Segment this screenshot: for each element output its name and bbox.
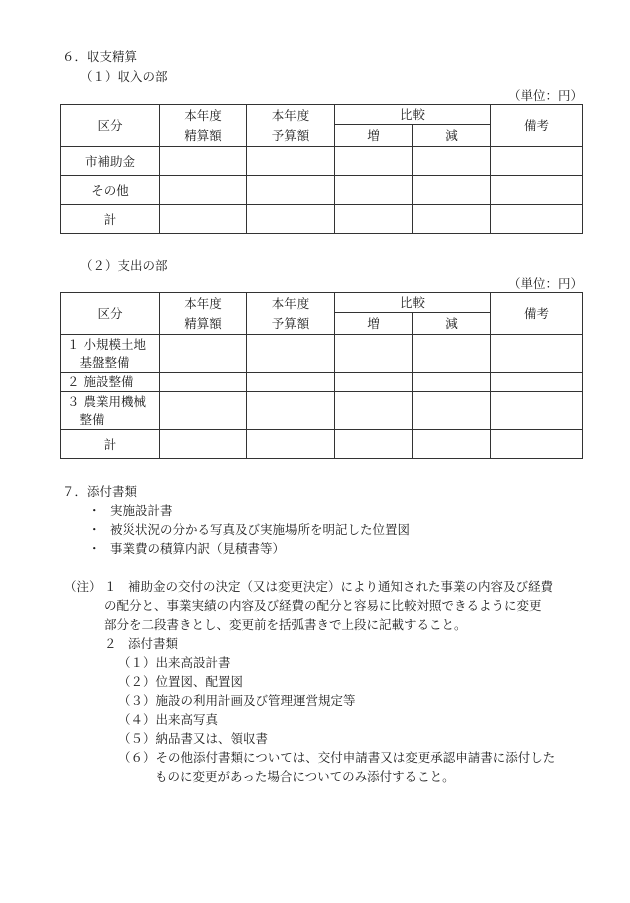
section-7-title: ７．添付書類: [62, 484, 138, 499]
table-cell: [160, 205, 247, 234]
table-row: [61, 392, 583, 430]
income-header-decrease: 減: [413, 125, 491, 147]
section-6-title: ６．収支精算: [62, 49, 138, 64]
note-2-item: （４）出来高写真: [118, 712, 219, 727]
attachment-item-text: 事業費の積算内訳（見積書等）: [110, 541, 286, 556]
expense-row-label: [61, 392, 160, 430]
table-cell: [335, 373, 413, 392]
expense-row-label: 計: [61, 430, 160, 459]
table-cell: [160, 176, 247, 205]
expense-row-label: ２ 施設整備: [61, 373, 160, 392]
note-1-line: 部分を二段書きとし、変更前を括弧書きで上段に記載すること。: [104, 617, 467, 632]
attachment-list-item: [88, 522, 410, 537]
table-cell: [247, 392, 335, 430]
table-cell: [491, 176, 583, 205]
table-cell: [247, 373, 335, 392]
note-1-line: 補助金の交付の決定（又は変更決定）により通知された事業の内容及び経費: [128, 579, 554, 594]
table-cell: [247, 147, 335, 176]
bullet-icon: ・: [88, 503, 101, 518]
expense-row-label-line1: ３ 農業用機械: [67, 393, 146, 409]
income-header-budget-line2: 予算額: [271, 127, 310, 143]
expense-header-compare: 比較: [335, 293, 491, 313]
note-2-title: 添付書類: [128, 636, 179, 651]
notes-label: （注）: [64, 579, 102, 594]
expense-unit-label: （単位：円）: [508, 276, 584, 291]
income-row-label: その他: [61, 176, 160, 205]
table-cell: [491, 335, 583, 373]
expense-header-actual-line1: 本年度: [184, 295, 222, 311]
income-header-increase: 増: [335, 125, 413, 147]
expense-row-label-line2: 整備: [67, 411, 105, 427]
income-header-budget-line1: 本年度: [271, 107, 310, 123]
expense-subtitle: （２）支出の部: [80, 258, 168, 273]
income-header-remarks: 備考: [491, 105, 583, 147]
note-2-item-continuation: ものに変更があった場合についてのみ添付すること。: [155, 769, 455, 784]
table-cell: [160, 430, 247, 459]
expense-header-budget-line2: 予算額: [271, 315, 310, 331]
expense-header-actual-line2: 精算額: [184, 315, 222, 331]
table-cell: [335, 205, 413, 234]
expense-header-decrease: 減: [413, 313, 491, 335]
table-cell: [413, 176, 491, 205]
expense-header-actual: [160, 293, 247, 335]
table-cell: [335, 147, 413, 176]
table-cell: [335, 176, 413, 205]
table-row: [61, 430, 583, 459]
attachment-list-item: [88, 503, 173, 518]
table-row: [61, 147, 583, 176]
income-header-actual-line1: 本年度: [184, 107, 222, 123]
note-2-item: （３）施設の利用計画及び管理運営規定等: [118, 693, 356, 708]
income-header-budget: [247, 105, 335, 147]
bullet-icon: ・: [88, 541, 101, 556]
note-2-item: （２）位置図、配置図: [118, 674, 244, 689]
table-cell: [491, 392, 583, 430]
note-2-item: （１）出来高設計書: [118, 655, 231, 670]
income-header-compare: 比較: [335, 105, 491, 125]
income-subtitle: （１）収入の部: [80, 69, 168, 84]
table-row: [61, 205, 583, 234]
expense-row-label: [61, 335, 160, 373]
table-row: [61, 373, 583, 392]
bullet-icon: ・: [88, 522, 101, 537]
attachment-item-text: 実施設計書: [110, 503, 173, 518]
table-cell: [335, 430, 413, 459]
table-cell: [491, 205, 583, 234]
income-table: [60, 104, 583, 234]
expense-header-category: 区分: [61, 293, 160, 335]
table-cell: [491, 147, 583, 176]
expense-header-budget-line1: 本年度: [271, 295, 310, 311]
income-row-label: 市補助金: [61, 147, 160, 176]
expense-table: [60, 292, 583, 459]
income-header-actual: [160, 105, 247, 147]
note-2-item: （５）納品書又は、領収書: [118, 731, 269, 746]
income-row-label: 計: [61, 205, 160, 234]
expense-header-remarks: 備考: [491, 293, 583, 335]
table-cell: [247, 430, 335, 459]
income-header-category: 区分: [61, 105, 160, 147]
table-cell: [247, 335, 335, 373]
attachment-list-item: [88, 541, 285, 556]
table-cell: [160, 392, 247, 430]
expense-row-label-line1: １ 小規模土地: [67, 336, 146, 352]
expense-row-label-line2: 基盤整備: [67, 354, 130, 370]
expense-header-budget: [247, 293, 335, 335]
table-cell: [160, 373, 247, 392]
note-1-number: １: [104, 579, 117, 594]
table-cell: [160, 147, 247, 176]
note-2-item: （６）その他添付書類については、交付申請書又は変更承認申請書に添付した: [118, 750, 556, 765]
table-cell: [491, 373, 583, 392]
table-cell: [335, 392, 413, 430]
table-cell: [413, 147, 491, 176]
note-2-number: ２: [104, 636, 117, 651]
income-unit-label: （単位：円）: [508, 88, 584, 103]
table-cell: [335, 335, 413, 373]
table-cell: [247, 205, 335, 234]
note-1-line: の配分と、事業実績の内容及び経費の配分と容易に比較対照できるように変更: [104, 598, 542, 613]
table-cell: [413, 205, 491, 234]
income-header-actual-line2: 精算額: [184, 127, 222, 143]
table-cell: [247, 176, 335, 205]
table-cell: [413, 430, 491, 459]
table-cell: [491, 430, 583, 459]
attachment-item-text: 被災状況の分かる写真及び実施場所を明記した位置図: [110, 522, 411, 537]
table-cell: [160, 335, 247, 373]
table-cell: [413, 335, 491, 373]
expense-header-increase: 増: [335, 313, 413, 335]
table-cell: [413, 392, 491, 430]
table-row: [61, 176, 583, 205]
table-row: [61, 335, 583, 373]
table-cell: [413, 373, 491, 392]
